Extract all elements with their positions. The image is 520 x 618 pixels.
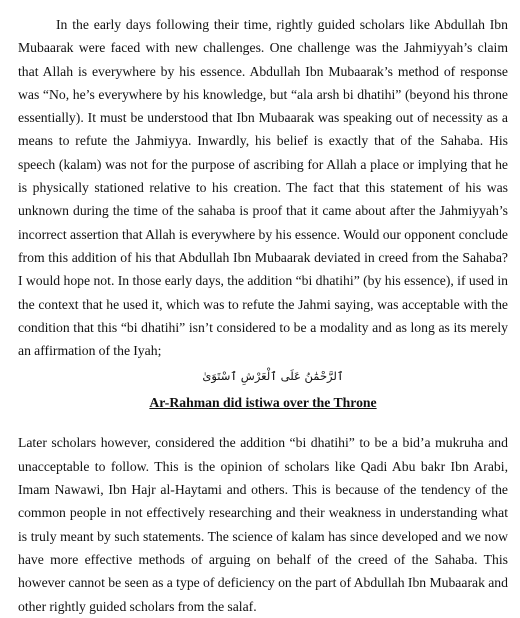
paragraph-later-scholars: Later scholars however, considered the addition “bi dhatihi” to be a bid’a mukruha and unacceptable to follow. This is the opinion of scholars like Qadi Abu bakr Ibn Arabi, Imam Nawawi, Ibn Hajr al-Haytami and others. This is because of the tendency of the common people in not effectively researching and their weakness in understanding what is truly meant by such statements. The science of kalam has since developed and we now have more effective methods of arguing on behalf of the creed of the Sahaba. This however cannot be seen as a type of deficiency on the part of Abdullah Ibn Mubaarak and other rightly guided scholars from the salaf. bbox=[18, 435, 508, 614]
paragraph-ibn-mubaarak: In the early days following their time, rightly guided scholars like Abdullah Ibn Mubaarak were faced with new challenges. One challenge was the Jahmiyyah’s claim that Allah is everywhere by his essence. Abdullah Ibn Mubaarak’s method of response was “No, he’s everywhere by his knowledge, but “ala arsh bi dhatihi” (beyond his throne essentially). It must be understood that Ibn Mubaarak was speaking out of necessity as a means to refute the Jahmiyya. Inwardly, his belief is exactly that of the Sahaba. His speech (kalam) was not for the purpose of ascribing for Allah a place or implying that he is physically stationed relative to his creation. The fact that this statement of his was unknown during the time of the sahaba is proof that it came about after the Jahmiyyah’s incorrect assertion that Allah is everywhere by his essence. Would our opponent conclude from this addition of his that Abdullah Ibn Mubaarak deviated in creed from the Sahaba? I would hope not. In those early days, the addition “bi dhatihi” (by his essence), if used in the context that he used it, which was to refute the Jahmi saying, was acceptable with the condition that this “bi dhatihi” isn’t considered to be a modality and as long as its merely an affirmation of the Iyah; bbox=[18, 17, 508, 359]
arabic-verse: ٱلرَّحْمَٰنُ عَلَى ٱلْعَرْشِ ٱسْتَوَىٰ bbox=[202, 369, 344, 384]
verse-translation-heading: Ar-Rahman did istiwa over the Throne bbox=[149, 395, 377, 411]
